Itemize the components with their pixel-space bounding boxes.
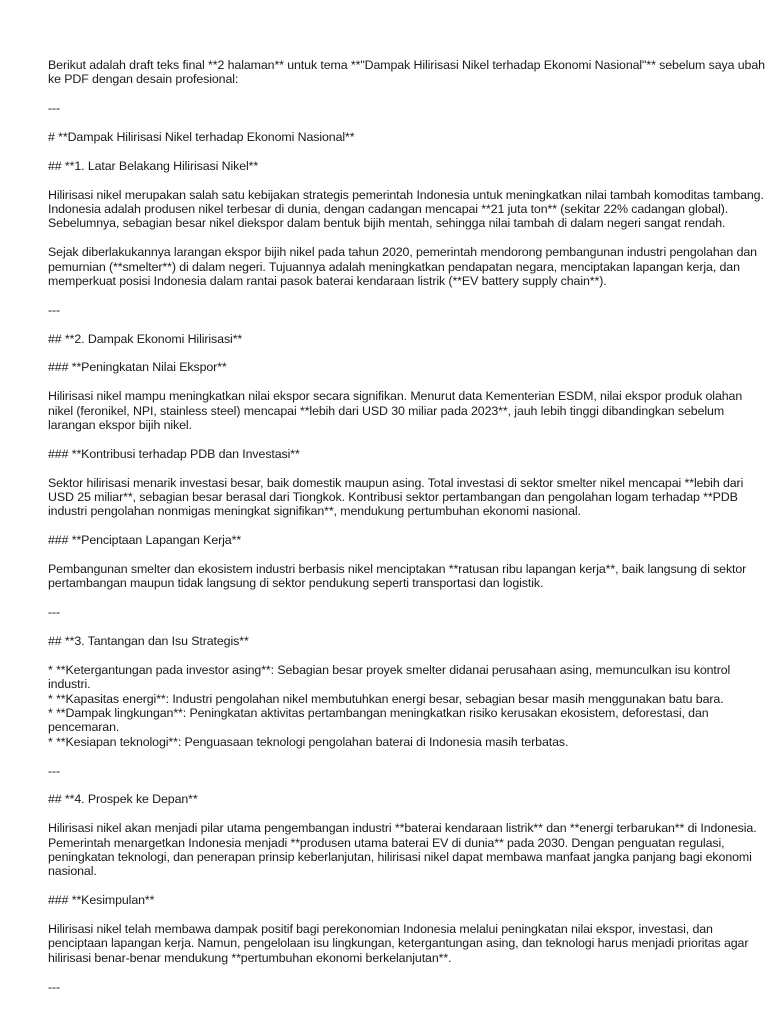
paragraph-prospects: Hilirisasi nikel akan menjadi pilar utama pengembangan industri **baterai kendaraan listrik** dan **energi terbarukan** di Indonesia. Pemerintah menargetkan Indonesia menjadi **produsen utama baterai EV di dunia** pada 2030. Dengan penguatan regulasi, peningkatan teknologi, dan penerapan prinsip keberlanjutan, hilirisasi nikel dapat membawa manfaat jangka panjang bagi ekonomi nasional. — [48, 821, 760, 879]
paragraph-gdp-investment: Sektor hilirisasi menarik investasi besar, baik domestik maupun asing. Total investasi di sektor smelter nikel mencapai **lebih dari USD 25 miliar**, sebagian besar berasal dari Tiongkok. Kontribusi sektor pertambangan dan pengolahan logam terhadap **PDB industri pengolahan nonmigas meningkat signifikan**, mendukung pertumbuhan ekonomi nasional. — [48, 475, 747, 519]
subheading-export: ### **Peningkatan Nilai Ekspor** — [48, 360, 227, 375]
section-heading-1: ## **1. Latar Belakang Hilirisasi Nikel** — [48, 158, 259, 173]
paragraph-jobs: Pembangunan smelter dan ekosistem industri berbasis nikel menciptakan **ratusan ribu lapangan kerja**, baik langsung di sektor pertambangan maupun tidak langsung di sektor pendukung seperti transportasi dan logistik. — [48, 562, 750, 591]
list-item: * **Dampak lingkungan**: Peningkatan aktivitas pertambangan meningkatkan risiko kerusakan ekosistem, deforestasi, dan pencemaran. — [48, 706, 712, 735]
paragraph-background-1: Hilirisasi nikel merupakan salah satu kebijakan strategis pemerintah Indonesia untuk meningkatkan nilai tambah komoditas tambang. Indonesia adalah produsen nikel terbesar di dunia, dengan cadangan mencapai **21 juta ton** (sekitar 22% cadangan global). Sebelumnya, sebagian besar nikel diekspor dalam bentuk bijih mentah, sehingga nilai tambah di dalam negeri sangat rendah. — [48, 187, 768, 231]
paragraph-conclusion: Hilirisasi nikel telah membawa dampak positif bagi perekonomian Indonesia melalui peningkatan nilai ekspor, investasi, dan penciptaan lapangan kerja. Namun, pengelolaan isu lingkungan, ketergantungan asing, dan teknologi harus menjadi prioritas agar hilirisasi benar-benar mendukung **pertumbuhan ekonomi berkelanjutan**. — [48, 922, 752, 965]
subheading-jobs: ### **Penciptaan Lapangan Kerja** — [48, 533, 242, 548]
section-heading-4: ## **4. Prospek ke Depan** — [48, 792, 198, 807]
paragraph-export: Hilirisasi nikel mampu meningkatkan nilai ekspor secara signifikan. Menurut data Kementerian ESDM, nilai ekspor produk olahan nikel (feronikel, NPI, stainless steel) mencapai **lebih dari USD 30 miliar pada 2023**, jauh lebih tinggi dibandingkan sebelum larangan ekspor bijih nikel. — [48, 389, 746, 433]
paragraph-background-2: Sejak diberlakukannya larangan ekspor bijih nikel pada tahun 2020, pemerintah mendorong pembangunan industri pengolahan dan pemurnian (**smelter**) di dalam negeri. Tujuannya adalah meningkatkan pendapatan negara, menciptakan lapangan kerja, dan memperkuat posisi Indonesia dalam rantai pasok baterai kendaraan listrik (**EV battery supply chain**). — [48, 245, 761, 289]
document-title: # **Dampak Hilirisasi Nikel terhadap Ekonomi Nasional** — [48, 130, 355, 144]
separator: --- — [48, 605, 61, 620]
subheading-conclusion: ### **Kesimpulan** — [48, 893, 155, 908]
separator: --- — [48, 101, 61, 116]
subheading-gdp-investment: ### **Kontribusi terhadap PDB dan Investasi** — [48, 446, 300, 461]
list-item: * **Kapasitas energi**: Industri pengolahan nikel membutuhkan energi besar, sebagian besar masih menggunakan batu bara. — [48, 691, 724, 706]
intro-paragraph: Berikut adalah draft teks final **2 halaman** untuk tema **"Dampak Hilirisasi Nikel terhadap Ekonomi Nasional"** sebelum saya ubah ke PDF dengan desain profesional: — [48, 58, 768, 87]
list-item: * **Kesiapan teknologi**: Penguasaan teknologi pengolahan baterai di Indonesia masih terbatas. — [48, 734, 569, 749]
section-heading-3: ## **3. Tantangan dan Isu Strategis** — [48, 634, 249, 649]
separator: --- — [48, 763, 61, 778]
document-body — [48, 58, 768, 994]
separator: --- — [48, 302, 61, 317]
separator: --- — [48, 979, 61, 994]
list-item: * **Ketergantungan pada investor asing**: Sebagian besar proyek smelter didanai perusahaan asing, memunculkan isu kontrol industri. — [48, 662, 734, 692]
section-heading-2: ## **2. Dampak Ekonomi Hilirisasi** — [48, 331, 243, 346]
